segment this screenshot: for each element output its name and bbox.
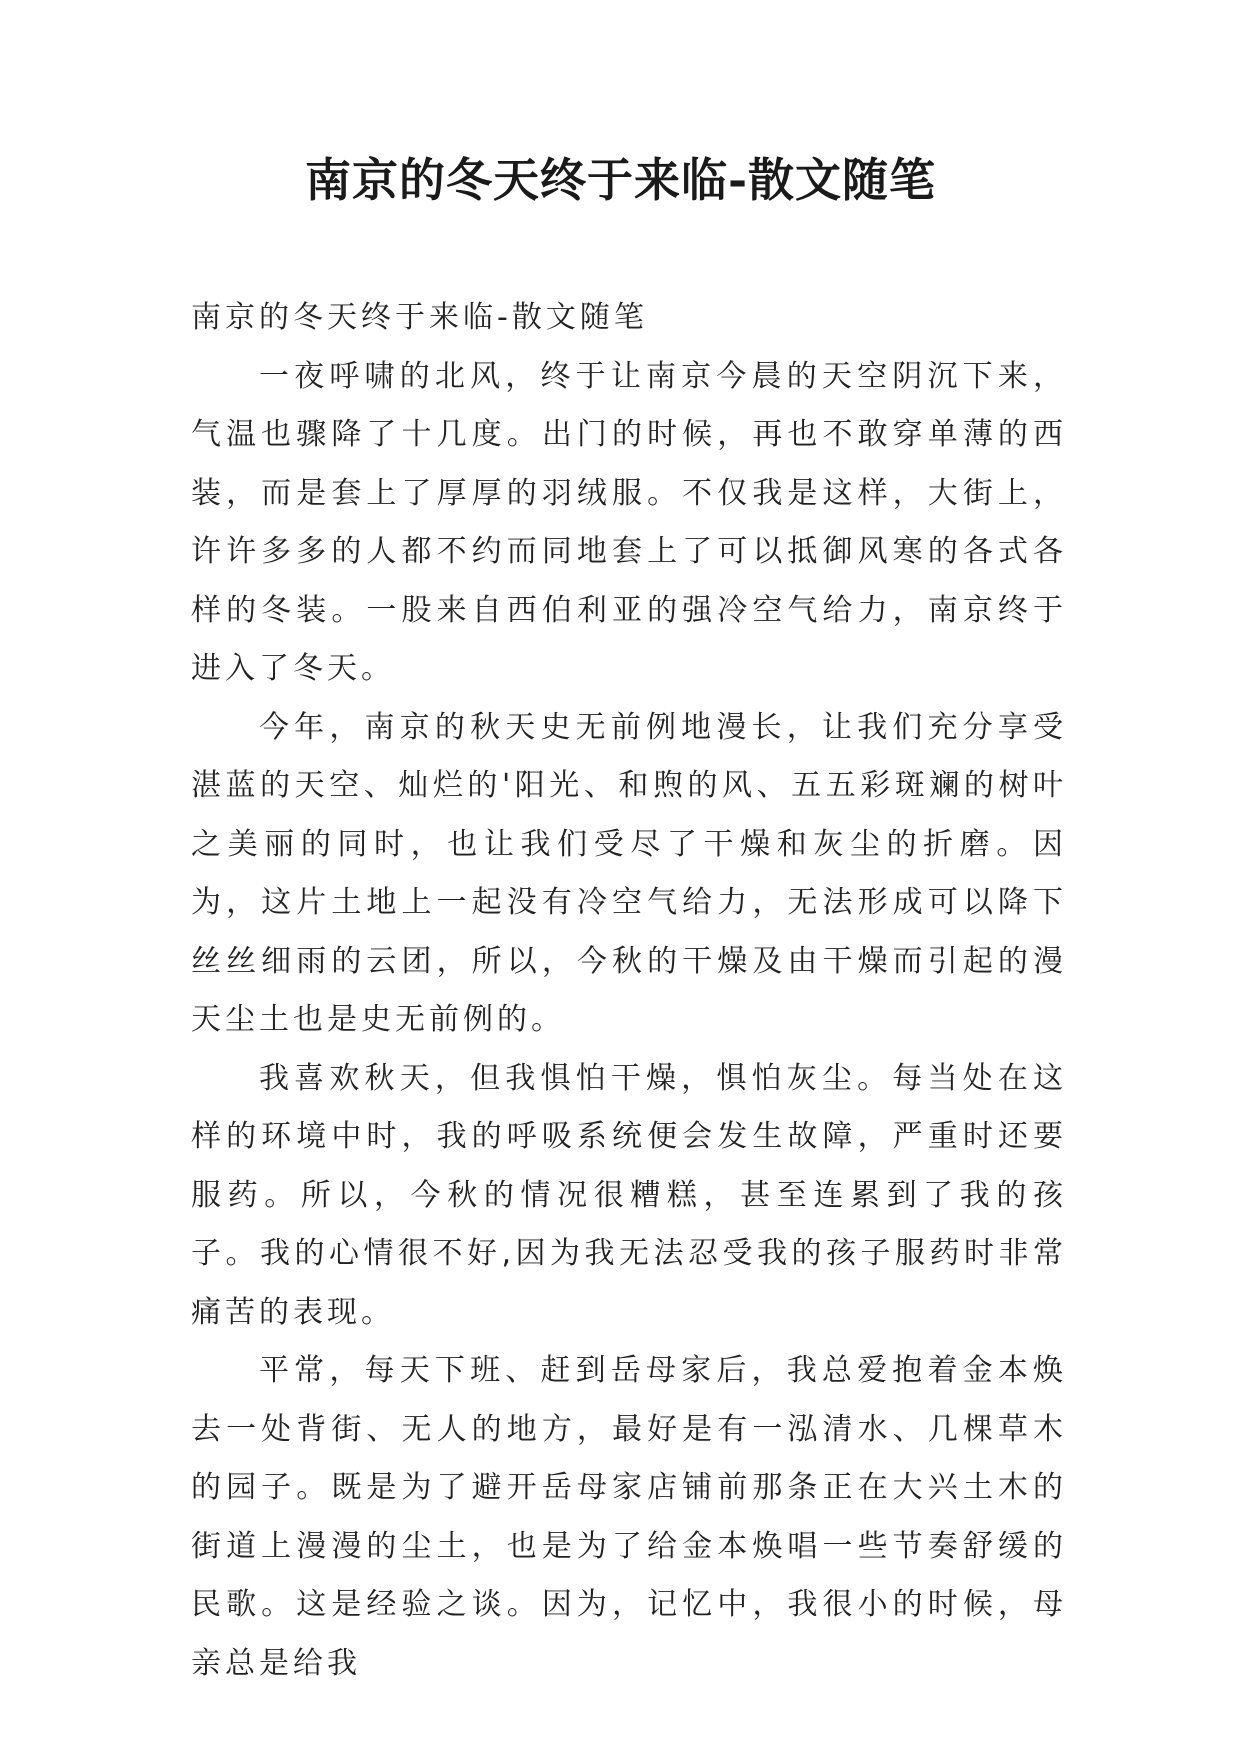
paragraph-3: 我喜欢秋天，但我惧怕干燥，惧怕灰尘。每当处在这样的环境中时，我的呼吸系统便会发生故障，严重时还要服药。所以，今秋的情况很糟糕，甚至连累到了我的孩子。我的心情很不好,因为我无法忍受我的孩子服药时非常痛苦的表现。	[191, 1060, 1067, 1330]
document-title: 南京的冬天终于来临-散文随笔	[304, 153, 937, 207]
paragraph-1: 一夜呼啸的北风，终于让南京今晨的天空阴沉下来，气温也骤降了十几度。出门的时候，再也不敢穿单薄的西装，而是套上了厚厚的羽绒服。不仅我是这样，大街上，许许多多的人都不约而同地套上了可以抵御风寒的各式各样的冬装。一股来自西伯利亚的强冷空气给力，南京终于进入了冬天。	[191, 358, 1067, 686]
subtitle-line: 南京的冬天终于来临-散文随笔	[191, 300, 648, 335]
paragraph-4: 平常，每天下班、赶到岳母家后，我总爱抱着金本焕去一处背街、无人的地方，最好是有一泓清水、几棵草木的园子。既是为了避开岳母家店铺前那条正在大兴土木的街道上漫漫的尘土，也是为了给金本焕唱一些节奏舒缓的民歌。这是经验之谈。因为，记忆中，我很小的时候，母亲总是给我	[191, 1353, 1067, 1681]
paragraph-2: 今年，南京的秋天史无前例地漫长，让我们充分享受湛蓝的天空、灿烂的'阳光、和煦的风、五五彩斑斓的树叶之美丽的同时，也让我们受尽了干燥和灰尘的折磨。因为，这片土地上一起没有冷空气给力，无法形成可以降下丝丝细雨的云团，所以，今秋的干燥及由干燥而引起的漫天尘土也是史无前例的。	[191, 709, 1067, 1037]
document-body	[191, 289, 1067, 1693]
